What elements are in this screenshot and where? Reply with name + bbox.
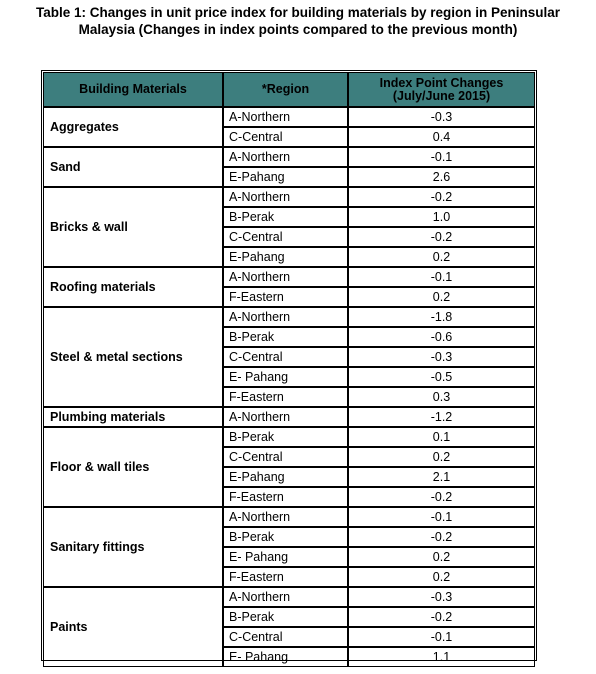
value-cell: -0.1: [348, 147, 535, 167]
value-cell: -0.3: [348, 107, 535, 127]
region-cell: E-Pahang: [223, 467, 348, 487]
table-row: [43, 267, 535, 287]
value-cell: 0.2: [348, 447, 535, 467]
value-cell: 0.1: [348, 427, 535, 447]
header-region: *Region: [223, 72, 348, 107]
value-cell: 1.1: [348, 647, 535, 667]
region-cell: A-Northern: [223, 507, 348, 527]
value-cell: -0.6: [348, 327, 535, 347]
value-cell: -0.2: [348, 487, 535, 507]
value-cell: -0.3: [348, 347, 535, 367]
header-row: [43, 72, 535, 107]
region-cell: B-Perak: [223, 427, 348, 447]
table-body: [43, 107, 535, 667]
region-cell: A-Northern: [223, 587, 348, 607]
region-cell: A-Northern: [223, 147, 348, 167]
header-index-point-changes: [348, 72, 535, 107]
region-cell: A-Northern: [223, 307, 348, 327]
value-cell: -0.5: [348, 367, 535, 387]
table-row: [43, 187, 535, 207]
header-building-materials: Building Materials: [43, 72, 223, 107]
region-cell: C-Central: [223, 447, 348, 467]
value-cell: -0.1: [348, 507, 535, 527]
value-cell: -1.8: [348, 307, 535, 327]
value-cell: -0.2: [348, 187, 535, 207]
value-cell: 0.2: [348, 287, 535, 307]
price-index-table: [43, 72, 535, 667]
value-cell: -0.2: [348, 227, 535, 247]
region-cell: F-Eastern: [223, 387, 348, 407]
region-cell: E- Pahang: [223, 547, 348, 567]
material-cell: Sand: [43, 147, 223, 187]
region-cell: A-Northern: [223, 187, 348, 207]
region-cell: E-Pahang: [223, 167, 348, 187]
value-cell: -1.2: [348, 407, 535, 427]
region-cell: B-Perak: [223, 607, 348, 627]
region-cell: C-Central: [223, 627, 348, 647]
value-cell: 0.2: [348, 567, 535, 587]
value-cell: -0.1: [348, 267, 535, 287]
value-cell: -0.3: [348, 587, 535, 607]
header-index-line-1: Index Point Changes: [379, 75, 504, 90]
table-row: [43, 407, 535, 427]
material-cell: Bricks & wall: [43, 187, 223, 267]
value-cell: -0.1: [348, 627, 535, 647]
material-cell: Roofing materials: [43, 267, 223, 307]
table-row: [43, 427, 535, 447]
table-row: [43, 307, 535, 327]
table-row: [43, 587, 535, 607]
region-cell: A-Northern: [223, 407, 348, 427]
value-cell: 0.3: [348, 387, 535, 407]
region-cell: F-Eastern: [223, 567, 348, 587]
region-cell: C-Central: [223, 127, 348, 147]
region-cell: B-Perak: [223, 327, 348, 347]
table-title-line-2: Malaysia (Changes in index points compared to the previous month): [78, 22, 518, 37]
table-row: [43, 147, 535, 167]
value-cell: 0.2: [348, 547, 535, 567]
material-cell: Paints: [43, 587, 223, 667]
region-cell: A-Northern: [223, 107, 348, 127]
material-cell: Plumbing materials: [43, 407, 223, 427]
material-cell: Sanitary fittings: [43, 507, 223, 587]
value-cell: 2.6: [348, 167, 535, 187]
value-cell: 1.0: [348, 207, 535, 227]
table-title: [0, 4, 596, 38]
material-cell: Floor & wall tiles: [43, 427, 223, 507]
header-index-line-2: (July/June 2015): [392, 88, 491, 103]
table-row: [43, 107, 535, 127]
region-cell: E-Pahang: [223, 247, 348, 267]
table-title-line-1: Table 1: Changes in unit price index for building materials by region in Peninsular: [35, 5, 561, 20]
region-cell: E- Pahang: [223, 367, 348, 387]
value-cell: 2.1: [348, 467, 535, 487]
material-cell: Aggregates: [43, 107, 223, 147]
value-cell: 0.2: [348, 247, 535, 267]
material-cell: Steel & metal sections: [43, 307, 223, 407]
region-cell: B-Perak: [223, 527, 348, 547]
region-cell: A-Northern: [223, 267, 348, 287]
region-cell: C-Central: [223, 227, 348, 247]
value-cell: -0.2: [348, 527, 535, 547]
value-cell: -0.2: [348, 607, 535, 627]
region-cell: C-Central: [223, 347, 348, 367]
region-cell: F-Eastern: [223, 287, 348, 307]
region-cell: F-Eastern: [223, 487, 348, 507]
value-cell: 0.4: [348, 127, 535, 147]
region-cell: B-Perak: [223, 207, 348, 227]
region-cell: E- Pahang: [223, 647, 348, 667]
table-row: [43, 507, 535, 527]
